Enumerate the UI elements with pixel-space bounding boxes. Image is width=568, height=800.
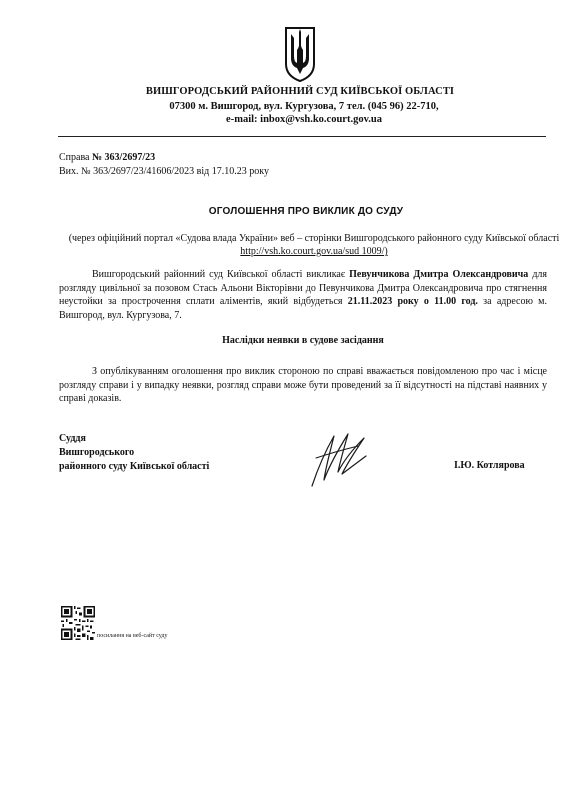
header-divider <box>58 136 546 137</box>
court-website-link[interactable]: http://vsh.ko.court.gov.ua/sud 1009/) <box>240 246 388 257</box>
qr-code-icon[interactable] <box>61 606 95 640</box>
judge-title-line1: Суддя <box>59 433 86 444</box>
judge-name: І.Ю. Котлярова <box>454 460 525 471</box>
court-address: 07300 м. Вишгород, вул. Кургузова, 7 тел. (045 96) 22-710, <box>169 101 439 112</box>
court-email: e-mail: inbox@vsh.ko.court.gov.ua <box>226 114 382 125</box>
qr-caption: посилання на веб-сайт суду <box>97 633 168 639</box>
consequences-title: Наслідки неявки в судове засідання <box>222 335 384 346</box>
handwritten-signature <box>308 428 370 490</box>
outgoing-number: Вих. № 363/2697/23/41606/2023 від 17.10.23 року <box>59 166 269 177</box>
notice-channel-text: (через офіційний портал «Судова влада України» веб – сторінки Вишгородського районного суду Київської області <box>68 233 560 244</box>
court-name: ВИШГОРОДСЬКИЙ РАЙОННИЙ СУД КИЇВСЬКОЇ ОБЛАСТІ <box>145 86 455 97</box>
judge-title <box>59 432 209 474</box>
case-label: Справа <box>59 152 92 163</box>
notice-title: ОГОЛОШЕННЯ ПРО ВИКЛИК ДО СУДУ <box>208 206 404 217</box>
hearing-date: 21.11.2023 року о 11.00 год. <box>347 296 478 307</box>
trident-emblem-icon <box>283 26 317 82</box>
defendant-name: Певунчикова Дмитра Олександровича <box>349 269 529 280</box>
notice-body-post: за адресою м. Вишгород, вул. Кургузова, 7. <box>59 296 548 321</box>
notice-body-mid: для розгляду цивільної за позовом Стась Альони Вікторівни до Певунчикова Дмитра Олександровича про стягнення неустойки за прострочення сплати аліментів, який відбудеться <box>59 269 547 307</box>
consequences-text: З опублікуванням оголошення про виклик стороною по справі вважається повідомленою про час і місце розгляду справи і у випадку неявки, розгляд справи може бути проведений за її відсутності на підставі наявних у справі доказів. <box>59 366 547 404</box>
notice-body <box>59 268 547 322</box>
notice-channel <box>60 232 568 258</box>
case-number-line <box>59 152 155 163</box>
judge-title-line2: Вишгородського <box>59 447 135 458</box>
notice-body-pre: Вишгородський районний суд Київської області викликає <box>92 269 350 280</box>
case-number: № 363/2697/23 <box>92 152 156 163</box>
judge-title-line3: районного суду Київської області <box>59 461 210 472</box>
